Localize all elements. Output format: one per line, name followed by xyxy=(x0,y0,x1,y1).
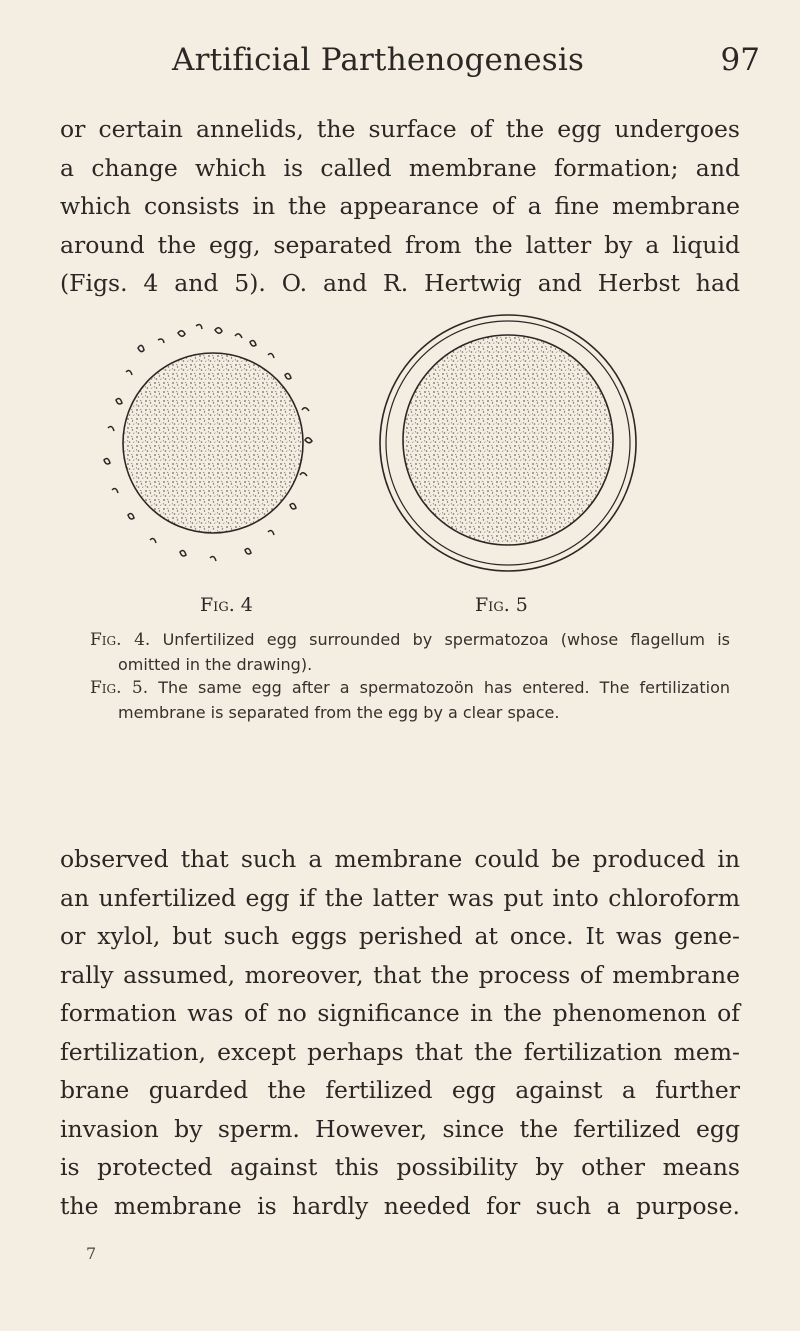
text-line: observed that such a membrane could be produced in xyxy=(60,845,740,873)
text-line: brane guarded the fertilized egg against a further xyxy=(60,1076,740,1104)
text-line: which consists in the appearance of a fine membrane xyxy=(60,192,740,220)
running-title: Artificial Parthenogenesis xyxy=(172,42,585,78)
caption-figure-4 xyxy=(90,628,730,676)
caption-lead: Fig. 5. xyxy=(90,678,149,698)
paragraph-top xyxy=(60,110,740,310)
figure-5-label: Fig. 5 xyxy=(475,594,528,616)
text-line: formation was of no significance in the phenomenon of xyxy=(60,999,740,1027)
text-line: a change which is called membrane formation; and xyxy=(60,153,740,182)
caption-text: Unfertilized egg surrounded by spermatozoa (whose flagellum is omitted in the drawing). xyxy=(118,630,730,674)
figures-illustration xyxy=(0,300,800,630)
caption-text: The same egg after a spermatozoön has entered. The fertilization membrane is separated from the egg by a clear space. xyxy=(118,678,730,722)
figure-captions xyxy=(90,628,730,724)
caption-figure-5 xyxy=(90,676,730,724)
paragraph-bottom xyxy=(60,840,740,1240)
figure-4-label: Fig. 4 xyxy=(200,594,253,616)
text-line: or certain annelids, the surface of the egg undergoes xyxy=(60,115,740,143)
text-line: the membrane is hardly needed for such a purpose. xyxy=(60,1191,740,1220)
signature-mark: 7 xyxy=(86,1244,97,1263)
text-line: around the egg, separated from the latter by a liquid xyxy=(60,230,740,259)
text-line: is protected against this possibility by other means xyxy=(60,1153,740,1181)
caption-lead: Fig. 4. xyxy=(90,630,151,650)
text-line: fertilization, except perhaps that the fertilization mem- xyxy=(60,1037,740,1066)
text-line: (Figs. 4 and 5). O. and R. Hertwig and Herbst had xyxy=(60,269,740,297)
text-line: invasion by sperm. However, since the fertilized egg xyxy=(60,1114,740,1143)
text-line: or xylol, but such eggs perished at once. It was gene- xyxy=(60,922,740,950)
figure-5-egg xyxy=(380,315,636,571)
page-number: 97 xyxy=(720,42,760,78)
figure-4-egg xyxy=(104,325,312,561)
text-line: rally assumed, moreover, that the process of membrane xyxy=(60,960,740,989)
text-line: an unfertilized egg if the latter was put into chloroform xyxy=(60,883,740,912)
page-header xyxy=(60,42,760,92)
